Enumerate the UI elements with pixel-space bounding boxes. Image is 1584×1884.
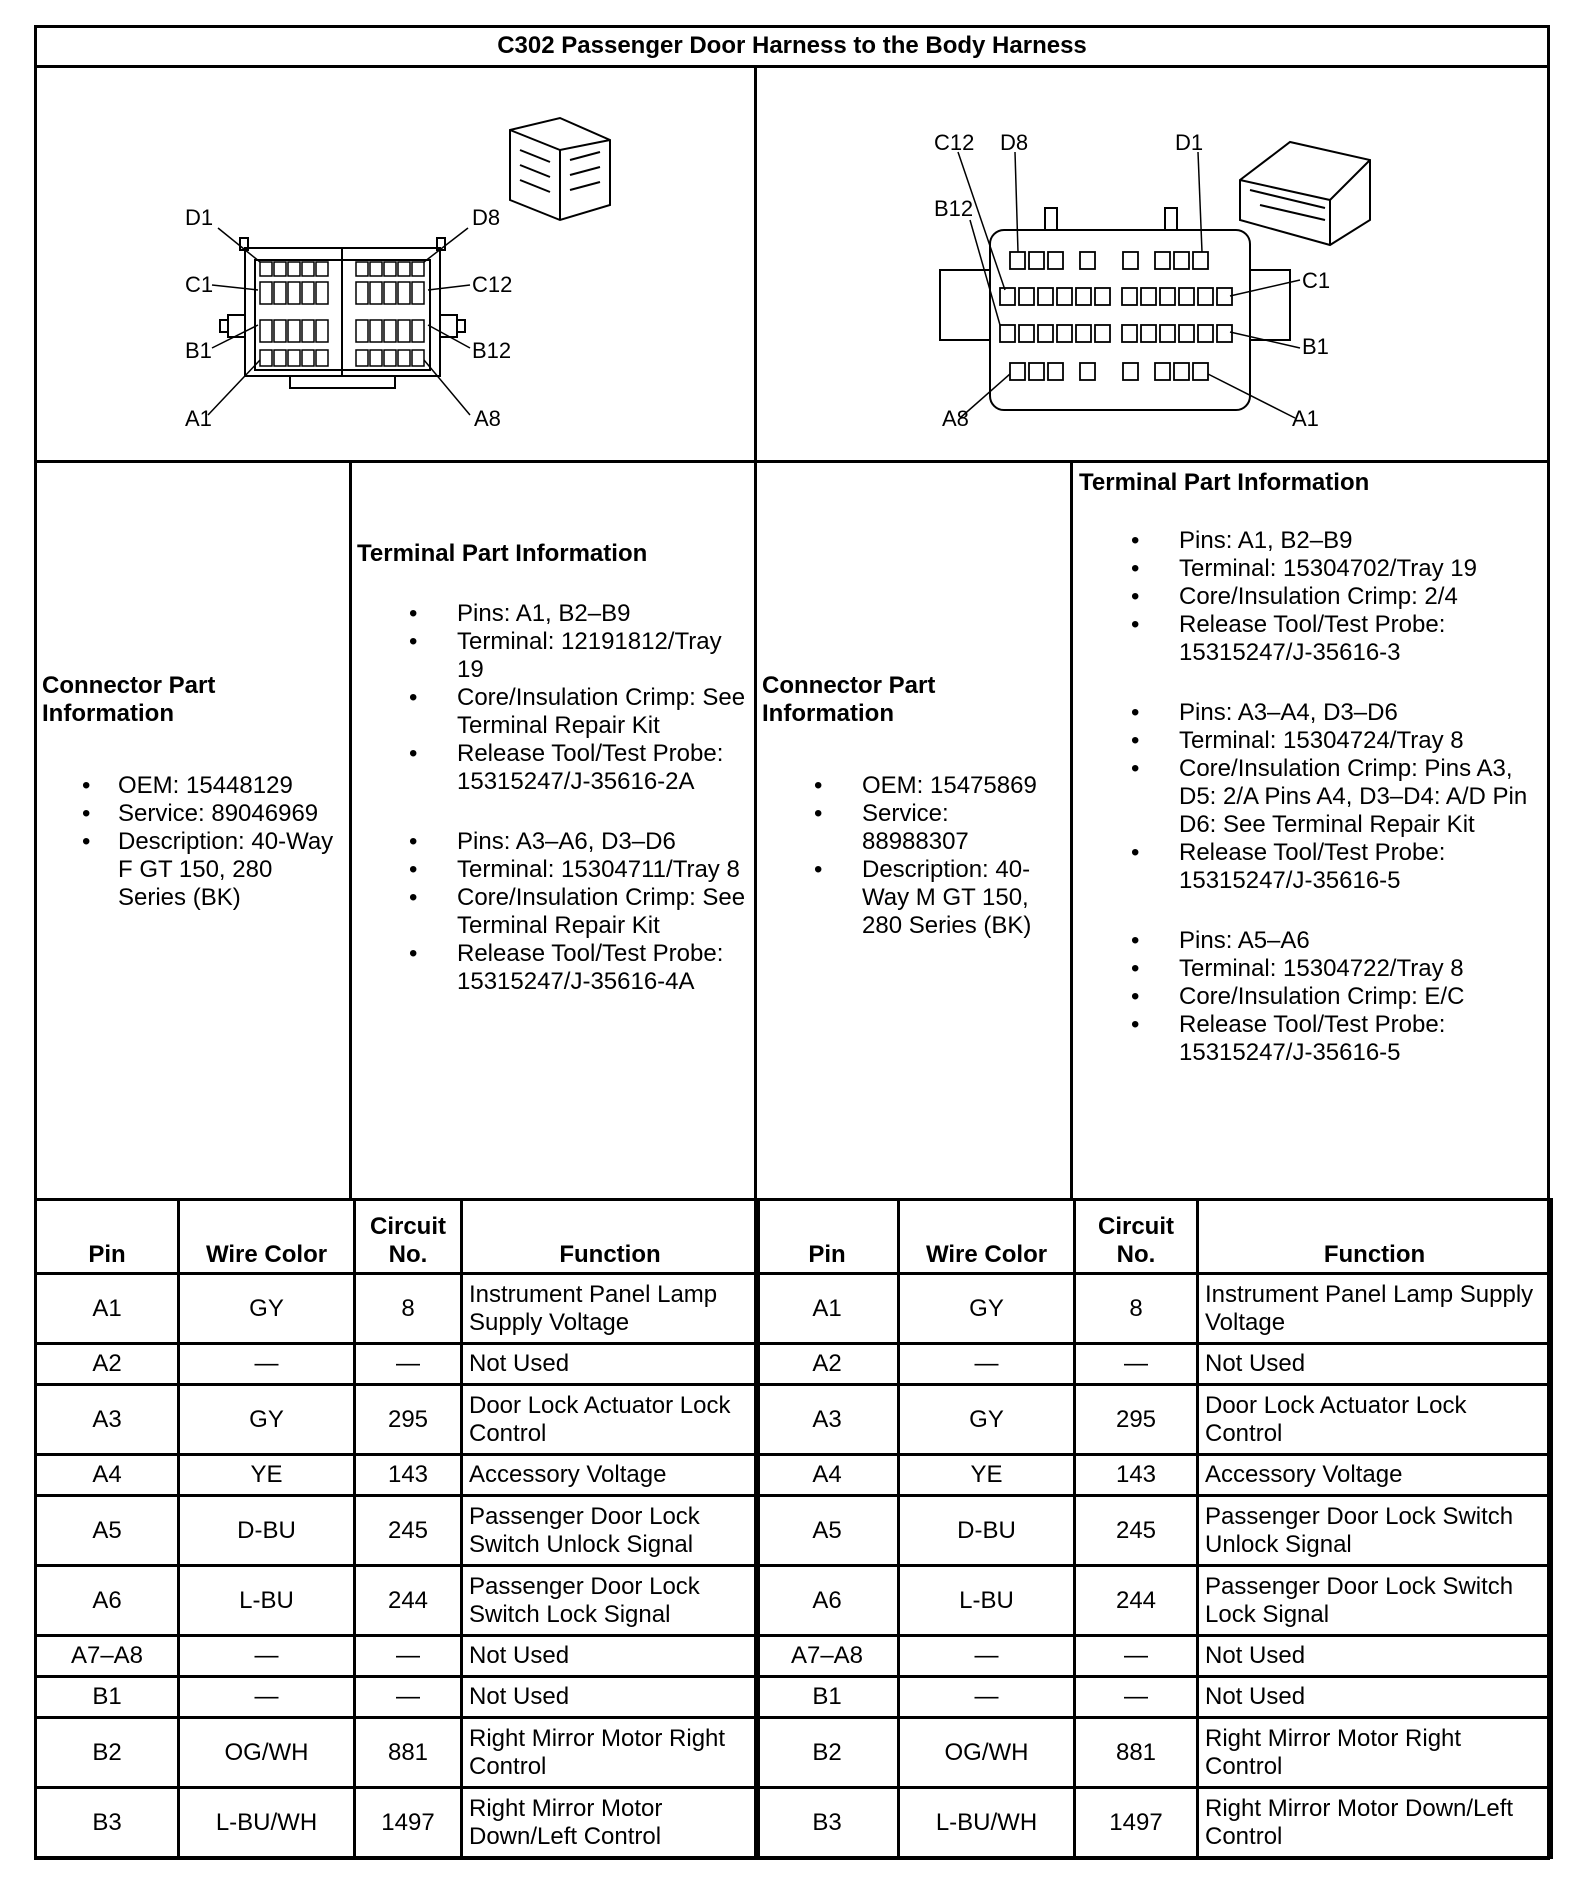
table-row: [756, 1274, 1552, 1344]
table-row: [756, 1677, 1552, 1718]
function-cell: Accessory Voltage: [462, 1455, 759, 1496]
left-label-a8: A8: [474, 406, 501, 431]
list-item: • Description: 40-Way F GT 150, 280 Series (BK): [30, 828, 342, 912]
pin-cell: A1: [756, 1274, 899, 1344]
divider-title: [34, 65, 1550, 68]
right-label-d8: D8: [1000, 130, 1029, 155]
circuit-cell: —: [355, 1636, 462, 1677]
right-terminal-info: [1079, 469, 1547, 1067]
pin-cell: B2: [756, 1718, 899, 1788]
left-label-c12: C12: [472, 272, 513, 297]
wire-color-cell: D-BU: [179, 1496, 355, 1566]
function-cell: Not Used: [462, 1636, 759, 1677]
pin-cell: A4: [756, 1455, 899, 1496]
wire-color-cell: OG/WH: [179, 1718, 355, 1788]
table-row: [36, 1385, 759, 1455]
wire-color-cell: —: [899, 1636, 1075, 1677]
pin-cell: A2: [36, 1344, 179, 1385]
circuit-cell: —: [1075, 1636, 1198, 1677]
function-cell: Right Mirror Motor Right Control: [462, 1718, 759, 1788]
right-terminal-heading: Terminal Part Information: [1079, 469, 1370, 496]
pin-cell: B2: [36, 1718, 179, 1788]
circuit-cell: —: [1075, 1344, 1198, 1385]
left-label-b1: B1: [185, 338, 212, 363]
list-item: • Terminal: 15304724/Tray 8: [1079, 727, 1547, 755]
list-item: • Core/Insulation Crimp: E/C: [1079, 983, 1547, 1011]
wire-color-cell: OG/WH: [899, 1718, 1075, 1788]
function-cell: Passenger Door Lock Switch Unlock Signal: [1198, 1496, 1552, 1566]
wire-color-cell: —: [179, 1344, 355, 1385]
list-item: • Core/Insulation Crimp: See Terminal Repair Kit: [357, 684, 752, 740]
wire-color-cell: L-BU: [899, 1566, 1075, 1636]
circuit-cell: —: [355, 1344, 462, 1385]
table-row: [756, 1496, 1552, 1566]
pin-cell: A4: [36, 1455, 179, 1496]
circuit-cell: 244: [355, 1566, 462, 1636]
list-item: • Pins: A3–A4, D3–D6: [1079, 699, 1547, 727]
function-cell: Right Mirror Motor Right Control: [1198, 1718, 1552, 1788]
list-item: • OEM: 15475869: [762, 772, 1062, 800]
list-item: • Pins: A5–A6: [1079, 927, 1547, 955]
header-pin: Pin: [36, 1200, 179, 1274]
divider-diagrams: [34, 460, 1550, 463]
header-wire-color: Wire Color: [179, 1200, 355, 1274]
table-row: [36, 1344, 759, 1385]
divider-center: [754, 65, 757, 1200]
pin-cell: B3: [756, 1788, 899, 1858]
circuit-cell: —: [355, 1677, 462, 1718]
table-row: [36, 1455, 759, 1496]
function-cell: Passenger Door Lock Switch Unlock Signal: [462, 1496, 759, 1566]
right-terminal-group-1: [1079, 527, 1547, 667]
list-item: • Release Tool/Test Probe: 15315247/J-35616-2A: [357, 740, 752, 796]
table-row: [36, 1636, 759, 1677]
function-cell: Not Used: [462, 1677, 759, 1718]
right-label-b1: B1: [1302, 334, 1329, 359]
wire-color-cell: —: [899, 1344, 1075, 1385]
table-row: [756, 1385, 1552, 1455]
list-item: • OEM: 15448129: [30, 772, 342, 800]
wire-color-cell: L-BU/WH: [179, 1788, 355, 1858]
right-label-c1: C1: [1302, 268, 1331, 293]
pin-cell: A6: [36, 1566, 179, 1636]
pin-cell: A1: [36, 1274, 179, 1344]
circuit-cell: 295: [1075, 1385, 1198, 1455]
left-connector-list: [30, 772, 342, 912]
circuit-cell: 295: [355, 1385, 462, 1455]
table-row: [36, 1566, 759, 1636]
header-circuit: Circuit No.: [1075, 1200, 1198, 1274]
right-pin-table: [754, 1198, 1553, 1859]
left-label-d8: D8: [472, 205, 501, 230]
function-cell: Not Used: [1198, 1677, 1552, 1718]
left-pin-table-body: [36, 1274, 759, 1858]
list-item: • Pins: A1, B2–B9: [357, 600, 752, 628]
list-item: • Service: 89046969: [30, 800, 342, 828]
wire-color-cell: GY: [899, 1385, 1075, 1455]
left-terminal-info: [357, 540, 752, 996]
table-row: [756, 1636, 1552, 1677]
divider-right-info: [1070, 460, 1073, 1200]
list-item: • Service: 88988307: [762, 800, 1062, 856]
list-item: • Core/Insulation Crimp: Pins A3, D5: 2/A Pins A4, D3–D4: A/D Pin D6: See Terminal Repair Kit: [1079, 755, 1547, 839]
right-label-c12: C12: [934, 130, 975, 155]
header-circuit: Circuit No.: [355, 1200, 462, 1274]
wire-color-cell: YE: [899, 1455, 1075, 1496]
pin-cell: A7–A8: [36, 1636, 179, 1677]
circuit-cell: 8: [355, 1274, 462, 1344]
left-label-b12: B12: [472, 338, 512, 363]
table-row: [756, 1344, 1552, 1385]
circuit-cell: 881: [355, 1718, 462, 1788]
left-connector-heading-1: Connector Part: [42, 672, 216, 699]
circuit-cell: 245: [1075, 1496, 1198, 1566]
right-connector-list: [762, 772, 1062, 940]
function-cell: Passenger Door Lock Switch Lock Signal: [1198, 1566, 1552, 1636]
function-cell: Not Used: [1198, 1344, 1552, 1385]
right-label-d1: D1: [1175, 130, 1204, 155]
table-row: [36, 1677, 759, 1718]
function-cell: Not Used: [462, 1344, 759, 1385]
list-item: • Terminal: 15304711/Tray 8: [357, 856, 752, 884]
pin-cell: A7–A8: [756, 1636, 899, 1677]
right-connector-heading-2: Information: [762, 700, 894, 727]
right-connector-info: [762, 672, 1062, 940]
list-item: • Pins: A3–A6, D3–D6: [357, 828, 752, 856]
right-label-a8: A8: [942, 406, 969, 431]
table-row: [36, 1496, 759, 1566]
pin-cell: A3: [756, 1385, 899, 1455]
circuit-cell: 245: [355, 1496, 462, 1566]
right-terminal-group-2: [1079, 699, 1547, 895]
pin-cell: B1: [36, 1677, 179, 1718]
wire-color-cell: —: [179, 1636, 355, 1677]
function-cell: Accessory Voltage: [1198, 1455, 1552, 1496]
pin-cell: B3: [36, 1788, 179, 1858]
list-item: • Terminal: 15304722/Tray 8: [1079, 955, 1547, 983]
function-cell: Door Lock Actuator Lock Control: [462, 1385, 759, 1455]
list-item: • Description: 40-Way M GT 150, 280 Series (BK): [762, 856, 1062, 940]
pin-cell: A2: [756, 1344, 899, 1385]
wire-color-cell: GY: [179, 1385, 355, 1455]
function-cell: Right Mirror Motor Down/Left Control: [462, 1788, 759, 1858]
wire-color-cell: GY: [899, 1274, 1075, 1344]
pin-cell: A3: [36, 1385, 179, 1455]
circuit-cell: 881: [1075, 1718, 1198, 1788]
function-cell: Door Lock Actuator Lock Control: [1198, 1385, 1552, 1455]
function-cell: Instrument Panel Lamp Supply Voltage: [462, 1274, 759, 1344]
pin-cell: B1: [756, 1677, 899, 1718]
right-connector-cavities: [1000, 252, 1232, 380]
circuit-cell: —: [1075, 1677, 1198, 1718]
left-terminal-group-2: [357, 828, 752, 996]
list-item: • Release Tool/Test Probe: 15315247/J-35616-5: [1079, 1011, 1547, 1067]
circuit-cell: 1497: [1075, 1788, 1198, 1858]
left-connector-info: [42, 672, 342, 912]
list-item: • Release Tool/Test Probe: 15315247/J-35616-3: [1079, 611, 1547, 667]
list-item: • Terminal: 15304702/Tray 19: [1079, 555, 1547, 583]
divider-left-info: [349, 460, 352, 1200]
wire-color-cell: D-BU: [899, 1496, 1075, 1566]
table-row: [756, 1788, 1552, 1858]
left-pin-table: [34, 1198, 760, 1859]
wire-color-cell: GY: [179, 1274, 355, 1344]
right-pin-table-body: [756, 1274, 1552, 1858]
right-connector-iso-view: [1240, 142, 1370, 245]
left-label-d1: D1: [185, 205, 214, 230]
wire-color-cell: —: [899, 1677, 1075, 1718]
header-wire-color: Wire Color: [899, 1200, 1075, 1274]
right-label-b12: B12: [934, 196, 974, 221]
table-row: [36, 1718, 759, 1788]
right-terminal-group-3: [1079, 927, 1547, 1067]
table-row: [756, 1455, 1552, 1496]
circuit-cell: 1497: [355, 1788, 462, 1858]
table-row: [756, 1718, 1552, 1788]
list-item: • Pins: A1, B2–B9: [1079, 527, 1547, 555]
page-title: C302 Passenger Door Harness to the Body Harness: [497, 32, 1087, 59]
list-item: • Core/Insulation Crimp: See Terminal Repair Kit: [357, 884, 752, 940]
wire-color-cell: YE: [179, 1455, 355, 1496]
list-item: • Release Tool/Test Probe: 15315247/J-35616-5: [1079, 839, 1547, 895]
circuit-cell: 8: [1075, 1274, 1198, 1344]
left-label-c1: C1: [185, 272, 214, 297]
left-terminal-heading: Terminal Part Information: [357, 540, 648, 567]
pin-cell: A5: [36, 1496, 179, 1566]
circuit-cell: 244: [1075, 1566, 1198, 1636]
wire-color-cell: L-BU: [179, 1566, 355, 1636]
pin-cell: A6: [756, 1566, 899, 1636]
left-terminal-group-1: [357, 600, 752, 796]
right-connector-heading-1: Connector Part: [762, 672, 936, 699]
header-function: Function: [462, 1200, 759, 1274]
wire-color-cell: L-BU/WH: [899, 1788, 1075, 1858]
list-item: • Core/Insulation Crimp: 2/4: [1079, 583, 1547, 611]
left-connector-iso-view: [510, 118, 610, 220]
function-cell: Instrument Panel Lamp Supply Voltage: [1198, 1274, 1552, 1344]
table-row: [756, 1566, 1552, 1636]
right-connector-diagram: [930, 120, 1390, 440]
right-label-a1: A1: [1292, 406, 1319, 431]
header-pin: Pin: [756, 1200, 899, 1274]
left-connector-diagram: [160, 110, 630, 440]
left-label-a1: A1: [185, 406, 212, 431]
function-cell: Passenger Door Lock Switch Lock Signal: [462, 1566, 759, 1636]
table-row: [36, 1788, 759, 1858]
wire-color-cell: —: [179, 1677, 355, 1718]
function-cell: Right Mirror Motor Down/Left Control: [1198, 1788, 1552, 1858]
left-connector-heading-2: Information: [42, 700, 174, 727]
list-item: • Release Tool/Test Probe: 15315247/J-35616-4A: [357, 940, 752, 996]
header-function: Function: [1198, 1200, 1552, 1274]
circuit-cell: 143: [355, 1455, 462, 1496]
list-item: • Terminal: 12191812/Tray 19: [357, 628, 752, 684]
circuit-cell: 143: [1075, 1455, 1198, 1496]
function-cell: Not Used: [1198, 1636, 1552, 1677]
table-row: [36, 1274, 759, 1344]
pin-cell: A5: [756, 1496, 899, 1566]
right-connector-body: [940, 208, 1290, 410]
